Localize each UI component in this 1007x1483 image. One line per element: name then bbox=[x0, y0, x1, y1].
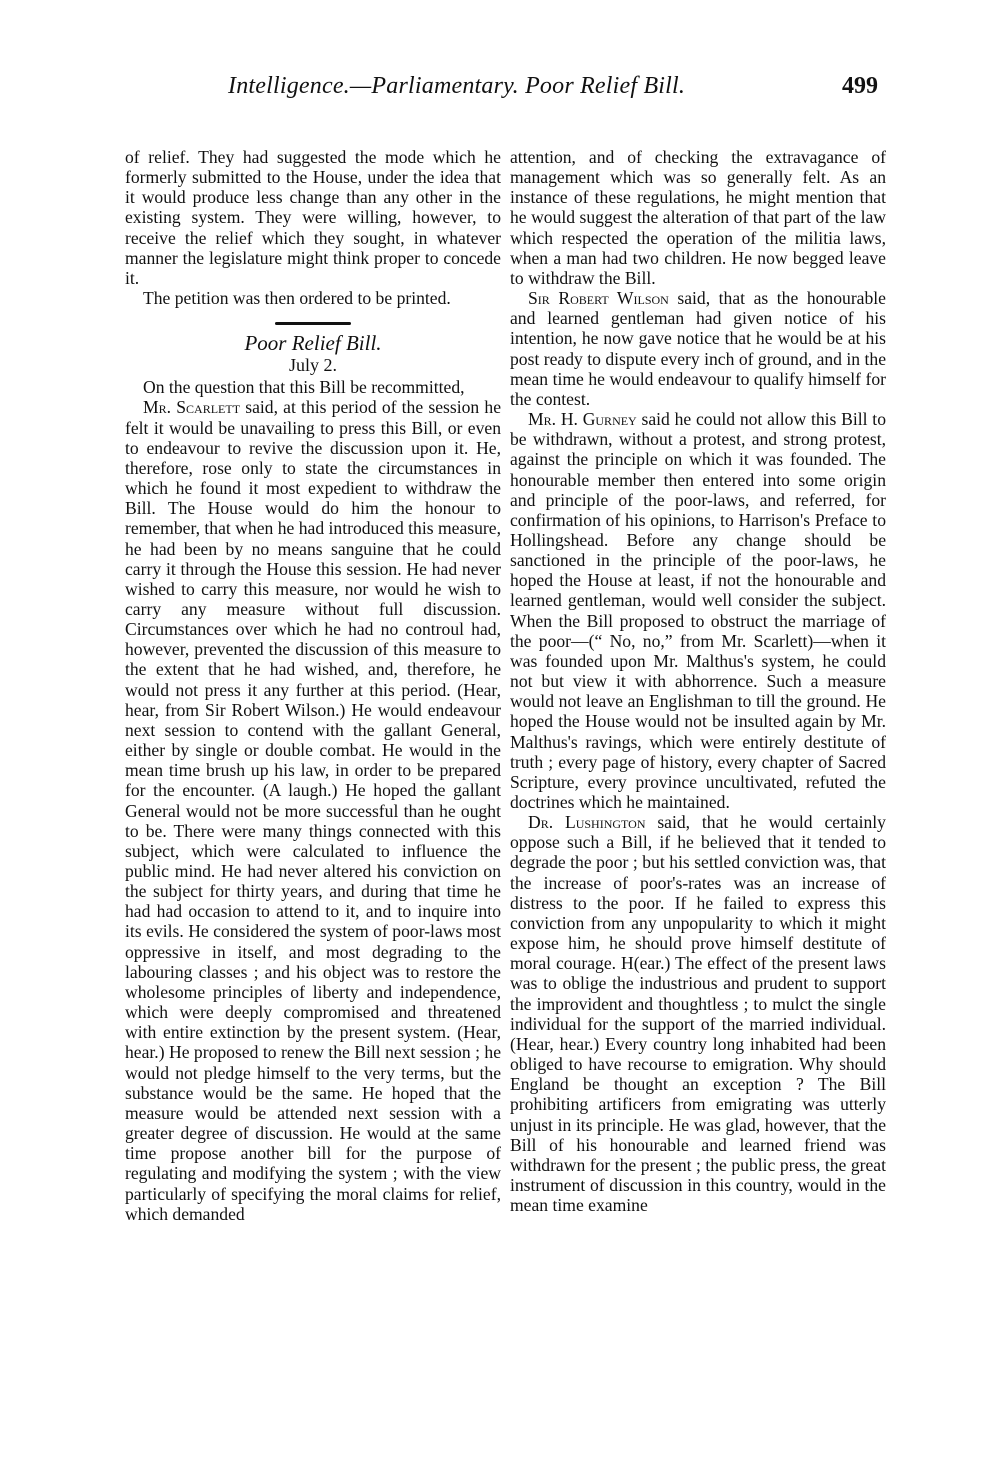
paragraph: The petition was then ordered to be printed. bbox=[143, 288, 451, 309]
running-title: Intelligence.—Parliamentary. Poor Relief Bill. bbox=[228, 73, 686, 99]
paragraph: On the question that this Bill be recommitted, bbox=[143, 377, 465, 398]
paragraph: of relief. They had suggested the mode which he formerly submitted to the House, under the idea that it would produce less change than any other in the existing system. They were willing, however, to receive the relief which they sought, in whatever manner the legislature might think proper to concede it. bbox=[125, 147, 501, 288]
speech-text: said, at this period of the session he felt it would be unavailing to press this Bill, or even to endeavour to revive the discussion upon it. He, therefore, rose only to state the circumstances in which he found it most expedient to withdraw the Bill. The House would do him the honour to remember, that when he had introduced this measure, he had been by no means sanguine that he could carry it through the House this session. He had never wished to carry this measure, nor would he wish to carry any measure without full discussion. Circumstances over which he had no controul had, however, prevented the discussion of this measure to the extent that he had wished, and, therefore, he would not press it any further at this period. (Hear, hear, from Sir Robert Wilson.) He would endeavour next session to contend with the gallant General, either by single or double combat. He would in the mean time brush up his law, in order to be prepared for the encounter. (A laugh.) He hoped the gallant General would not be more successful than he ought to be. There were many things connected with this subject, which were calculated to influence the public mind. He had never altered his conviction on the subject for thirty years, and during that time he had had occasion to attend to it, and to inquire into its evils. He considered the system of poor-laws most oppressive in itself, and most degrading to the labouring classes ; and his object was to restore the wholesome principles of liberty and independence, which were deeply compromised and threatened with entire extinction by the present system. (Hear, hear.) He proposed to renew the Bill next session ; he would not pledge himself to the very terms, but the substance would be the same. He hoped that the measure would be attended next session with a greater degree of discussion. He would at the same time propose another bill for the purpose of regulating and modifying the system ; with the view particularly of specifying the moral claims for relief, which demanded bbox=[125, 397, 501, 1224]
speech-text: said, that he would certainly oppose such a Bill, if he believed that it tended to degrade the poor ; but his settled conviction was, that the increase of poor's-rates was an increase of distress to the poor. If he failed to express this conviction from any unpopularity to which it might expose him, he should prove himself destitute of moral courage. H(ear.) The effect of the present laws was to oblige the industrious and prudent to support the improvident and thoughtless ; to mulct the single individual for the support of the married individual. (Hear, hear.) Every country long inhabited had been obliged to have recourse to emigration. Why should England be thought an exception ? The Bill prohibiting artificers from emigrating was utterly unjust in its principle. He was glad, however, that the Bill of his honourable and learned friend was withdrawn for the present ; the public press, the great instrument of discussion in this country, would in the mean time examine bbox=[510, 812, 886, 1216]
speaker-name: Mr. Scarlett bbox=[143, 397, 241, 418]
speaker-name: Mr. H. Gurney bbox=[528, 409, 637, 430]
speech-text: said he could not allow this Bill to be withdrawn, without a protest, and strong protest, against the principle on which it was founded. The honourable member then entered into some origin and principle of the poor-laws, and referred, for confirmation of his opinions, to Harrison's Preface to Hollingshead. Before any change should be sanctioned in the principle of the poor-laws, he hoped the House at least, if not the honourable and learned gentleman, would well consider the subject. When the Bill proposed to obstruct the marriage of the poor—(“ No, no,” from Mr. Scarlett)—when it was founded upon Mr. Malthus's system, he could not but view it with abhorrence. Such a measure would not leave an Englishman to till the ground. He hoped the House would not be insulted again by Mr. Malthus's ravings, which were entirely destitute of truth ; every page of history, every chapter of Sacred Scripture, every province uncultivated, refuted the doctrines which he maintained. bbox=[510, 409, 886, 812]
page-number: 499 bbox=[842, 73, 878, 99]
speaker-name: Sir Robert Wilson bbox=[528, 288, 669, 309]
section-date: July 2. bbox=[288, 355, 337, 376]
running-head bbox=[118, 73, 878, 113]
section-rule bbox=[275, 322, 351, 325]
paragraph bbox=[510, 409, 886, 812]
speech-text: said, that as the honourable and learned gentleman had given notice of his intention, he now gave notice that he would be at his post ready to dispute every inch of ground, and in the mean time he would endeavour to qualify himself for the contest. bbox=[510, 288, 886, 409]
speaker-name: Dr. Lushington bbox=[528, 812, 646, 833]
paragraph bbox=[125, 397, 501, 1223]
paragraph bbox=[510, 812, 886, 1215]
section-title: Poor Relief Bill. bbox=[244, 331, 382, 356]
right-column bbox=[510, 147, 886, 1215]
paragraph: attention, and of checking the extravagance of management which was so generally felt. As an instance of these regulations, he might mention that he would suggest the alteration of that part of the law which respected the operation of the militia laws, when a man had two children. He now begged leave to withdraw the Bill. bbox=[510, 147, 886, 288]
paragraph bbox=[510, 288, 886, 409]
left-column bbox=[125, 147, 501, 1224]
